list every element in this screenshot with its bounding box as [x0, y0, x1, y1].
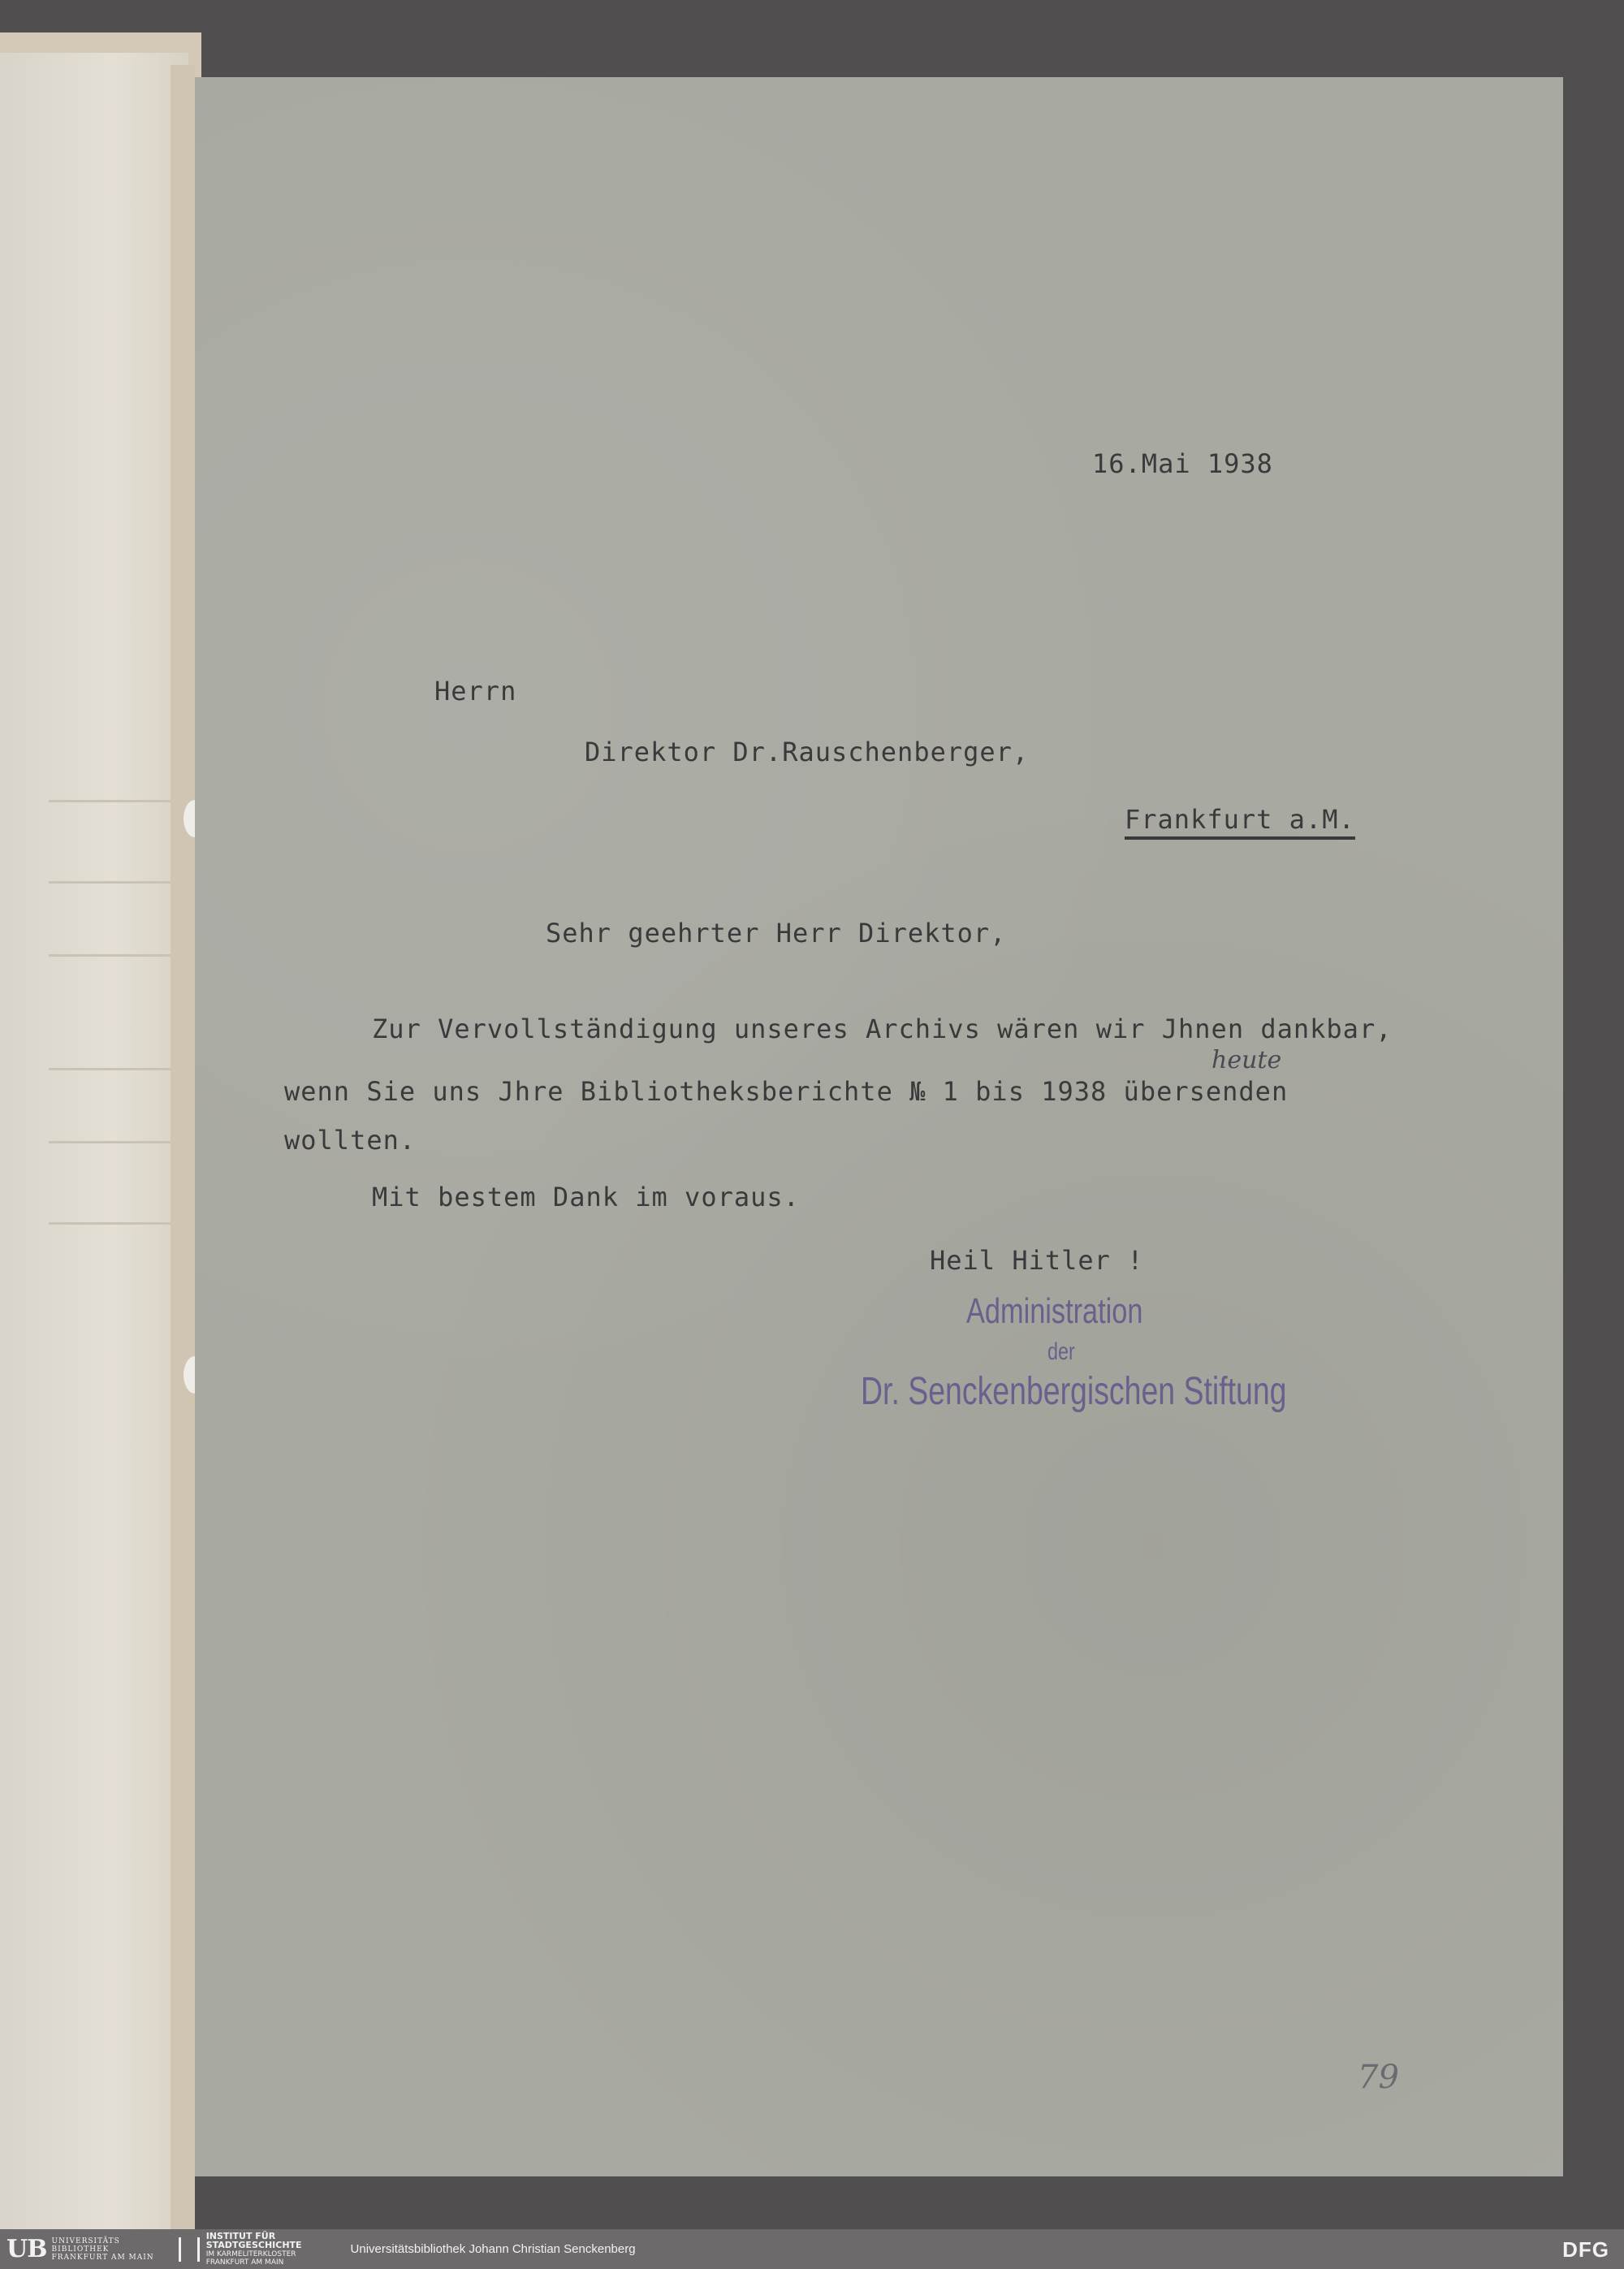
body-line-3: wollten. — [284, 1125, 417, 1156]
institute-logo: INSTITUT FÜR STADTGESCHICHTE IM KARMELITERKLOSTER FRANKFURT AM MAIN — [179, 2232, 302, 2267]
page-number: 79 — [1358, 2059, 1399, 2096]
recipient-name: Direktor Dr.Rauschenberger, — [585, 737, 1030, 767]
ub-logo: UB UNIVERSITÄTS BIBLIOTHEK FRANKFURT AM MAIN — [6, 2235, 154, 2263]
library-name: Universitätsbibliothek Johann Christian Senckenberg — [350, 2242, 636, 2256]
bleed-through-line — [49, 1068, 171, 1070]
bleed-through-line — [49, 954, 171, 957]
handwritten-insert: heute — [1212, 1046, 1282, 1074]
folder-tab — [171, 65, 195, 2241]
stamp-line-2: der — [1047, 1338, 1075, 1365]
stamp-line-3: Dr. Senckenbergischen Stiftung — [861, 1370, 1287, 1413]
institute-logo-icon — [179, 2237, 200, 2262]
bleed-through-line — [49, 800, 171, 802]
letter-date: 16.Mai 1938 — [1092, 448, 1273, 479]
stamp-line-1: Administration — [966, 1291, 1143, 1331]
adjacent-page — [0, 53, 188, 2237]
closing: Heil Hitler ! — [930, 1245, 1144, 1276]
viewer-footer — [0, 2229, 1624, 2269]
bleed-through-line — [49, 1141, 171, 1143]
bleed-through-line — [49, 881, 171, 884]
recipient-prefix: Herrn — [434, 676, 517, 707]
recipient-city: Frankfurt a.M. — [1125, 804, 1355, 840]
thanks-line: Mit bestem Dank im voraus. — [372, 1182, 800, 1212]
dfg-logo: DFG — [1562, 2237, 1609, 2262]
body-line-1: Zur Vervollständigung unseres Archivs wären wir Jhnen dankbar, — [372, 1013, 1393, 1044]
bleed-through-line — [49, 1222, 171, 1225]
body-line-2: wenn Sie uns Jhre Bibliotheksberichte № 1 bis 1938 übersenden — [284, 1076, 1289, 1107]
greeting: Sehr geehrter Herr Direktor, — [546, 918, 1007, 949]
